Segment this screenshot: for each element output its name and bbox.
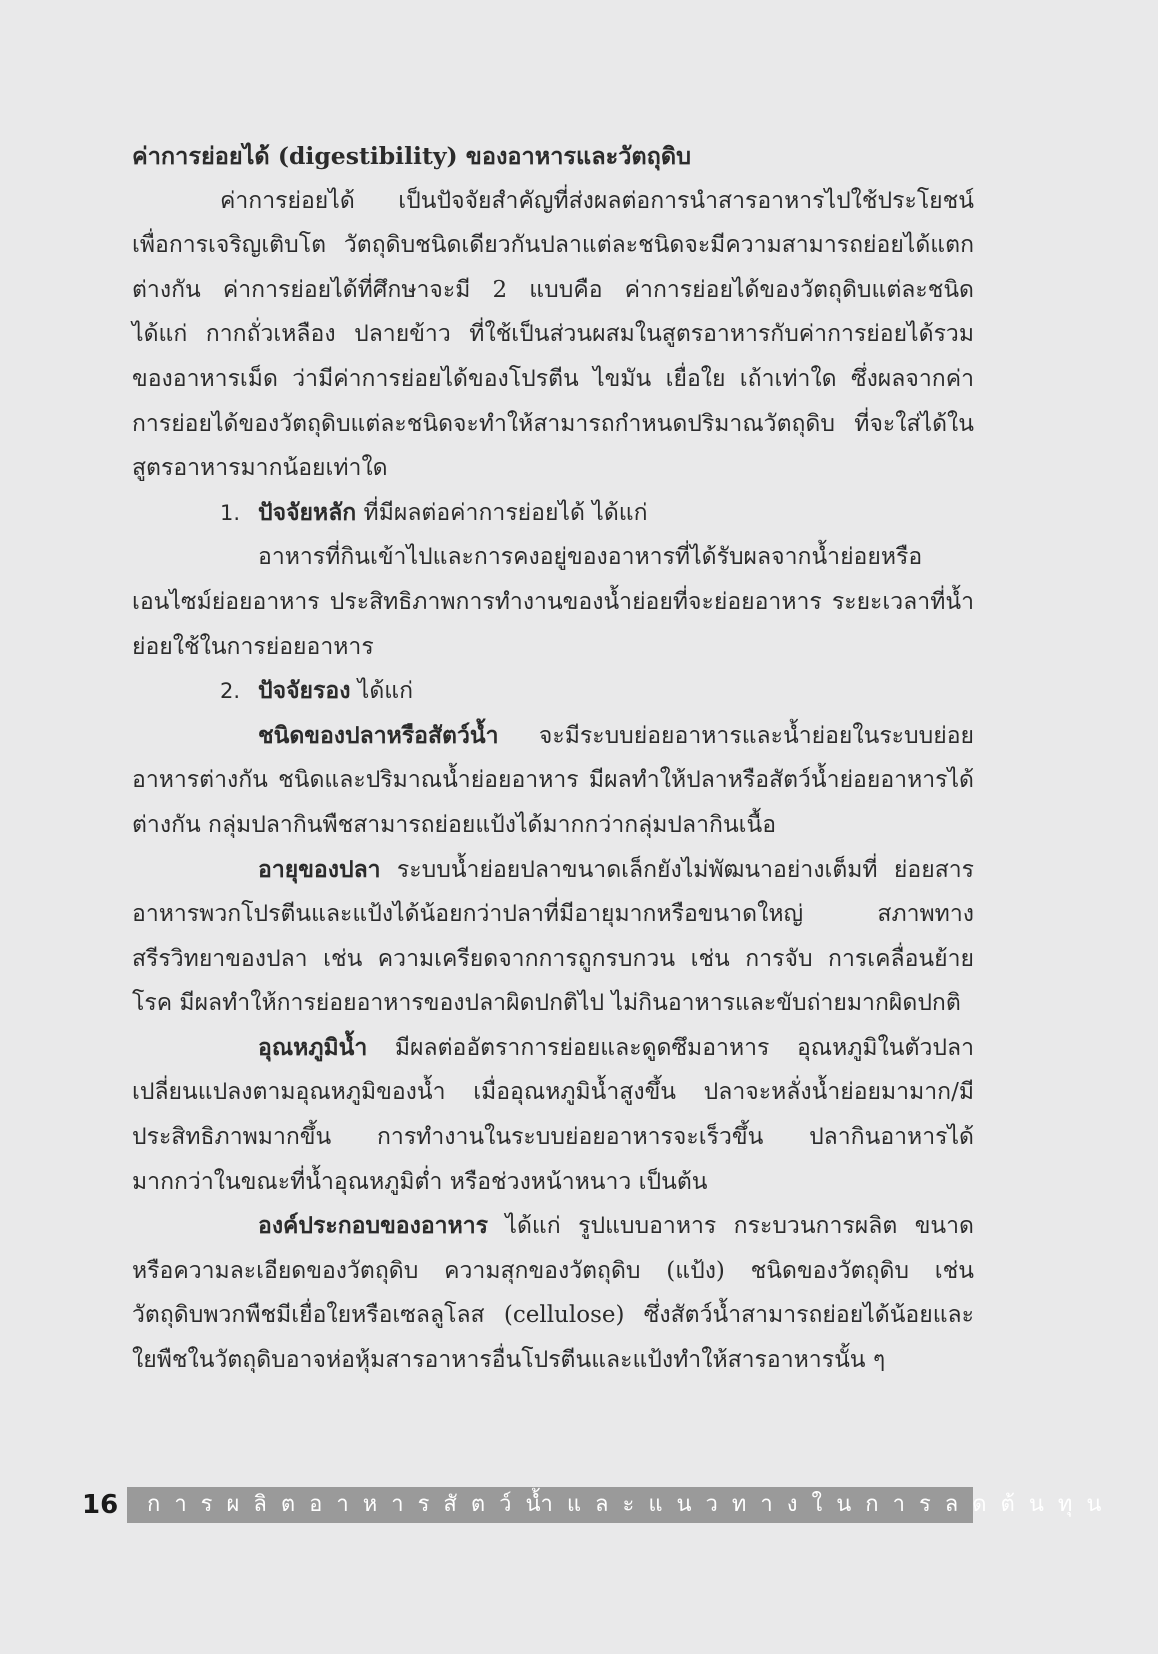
sub-factor-fish-species-title: ชนิดของปลาหรือสัตว์น้ำ <box>258 721 499 749</box>
sub-factor-feed-composition-body: ได้แก่ รูปแบบอาหาร กระบวนการผลิต ขนาดหรือความละเอียดของวัตถุดิบ ความสุกของวัตถุดิบ (แป้ง) ชนิดของวัตถุดิบ เช่น วัตถุดิบพวกพืชมีเยื่อใยหรือเซลลูโลส (cellulose) ซึ่งสัตว์น้ำสามารถย่อยได้น้อยและใยพืชในวัตถุดิบอาจห่อหุ้มสารอาหารอื่นโปรตีนและแป้งทำให้สารอาหารนั้น ๆ <box>132 1213 974 1374</box>
factor-1-item <box>132 491 974 536</box>
sub-factor-feed-composition <box>132 1204 974 1382</box>
sub-factor-water-temperature <box>132 1026 974 1204</box>
factor-1-body: อาหารที่กินเข้าไปและการคงอยู่ของอาหารที่ได้รับผลจากน้ำย่อยหรือเอนไซม์ย่อยอาหาร ประสิทธิภาพการทำงานของน้ำย่อยที่จะย่อยอาหาร ระยะเวลาที่น้ำย่อยใช้ในการย่อยอาหาร <box>132 544 974 660</box>
factor-2-item <box>132 669 974 714</box>
factor-2-number: 2. <box>220 679 241 704</box>
running-title-bar: การผลิตอาหารสัตว์น้ำและแนวทางในการลดต้นทุน <box>127 1487 973 1523</box>
page-body <box>132 134 974 1383</box>
sub-factor-fish-age-body: ระบบน้ำย่อยปลาขนาดเล็กยังไม่พัฒนาอย่างเต็มที่ ย่อยสารอาหารพวกโปรตีนและแป้งได้น้อยกว่าปลาที่มีอายุมากหรือขนาดใหญ่ สภาพทางสรีรวิทยาของปลา เช่น ความเครียดจากการถูกรบกวน เช่น การจับ การเคลื่อนย้าย โรค มีผลทำให้การย่อยอาหารของปลาผิดปกติไป ไม่กินอาหารและขับถ่ายมากผิดปกติ <box>132 856 974 1017</box>
sub-factor-fish-age <box>132 848 974 1026</box>
intro-paragraph: ค่าการย่อยได้ เป็นปัจจัยสำคัญที่ส่งผลต่อการนำสารอาหารไปใช้ประโยชน์เพื่อการเจริญเติบโต วัตถุดิบชนิดเดียวกันปลาแต่ละชนิดจะมีความสามารถย่อยได้แตกต่างกัน ค่าการย่อยได้ที่ศึกษาจะมี 2 แบบคือ ค่าการย่อยได้ของวัตถุดิบแต่ละชนิด ได้แก่ กากถั่วเหลือง ปลายข้าว ที่ใช้เป็นส่วนผสมในสูตรอาหารกับค่าการย่อยได้รวมของอาหารเม็ด ว่ามีค่าการย่อยได้ของโปรตีน ไขมัน เยื่อใย เถ้าเท่าใด ซึ่งผลจากค่าการย่อยได้ของวัตถุดิบแต่ละชนิดจะทำให้สามารถกำหนดปริมาณวัตถุดิบ ที่จะใส่ได้ในสูตรอาหารมากน้อยเท่าใด <box>132 187 974 482</box>
factor-1-title: ปัจจัยหลัก <box>258 498 357 526</box>
factor-1-rest: ที่มีผลต่อค่าการย่อยได้ ได้แก่ <box>356 499 648 526</box>
sub-factor-fish-species <box>132 714 974 848</box>
factor-1-number: 1. <box>220 500 241 525</box>
page-footer <box>0 1487 1116 1523</box>
page-number: 16 <box>82 1490 119 1520</box>
factor-2-title: ปัจจัยรอง <box>258 677 351 705</box>
sub-factor-feed-composition-title: องค์ประกอบของอาหาร <box>258 1212 488 1240</box>
sub-factor-water-temperature-title: อุณหภูมิน้ำ <box>258 1033 368 1061</box>
section-heading: ค่าการย่อยได้ (digestibility) ของอาหารและวัตถุดิบ <box>132 142 692 170</box>
sub-factor-water-temperature-body: มีผลต่ออัตราการย่อยและดูดซึมอาหาร อุณหภูมิในตัวปลาเปลี่ยนแปลงตามอุณหภูมิของน้ำ เมื่ออุณหภูมิน้ำสูงขึ้น ปลาจะหลั่งน้ำย่อยมามาก/มีประสิทธิภาพมากขึ้น การทำงานในระบบย่อยอาหารจะเร็วขึ้น ปลากินอาหารได้มากกว่าในขณะที่น้ำอุณหภูมิต่ำ หรือช่วงหน้าหนาว เป็นต้น <box>132 1034 974 1195</box>
sub-factor-fish-age-title: อายุของปลา <box>258 855 381 883</box>
factor-2-rest: ได้แก่ <box>350 678 414 705</box>
sub-factor-fish-species-body: จะมีระบบย่อยอาหารและน้ำย่อยในระบบย่อยอาหารต่างกัน ชนิดและปริมาณน้ำย่อยอาหาร มีผลทำให้ปลาหรือสัตว์น้ำย่อยอาหารได้ต่างกัน กลุ่มปลากินพืชสามารถย่อยแป้งได้มากกว่ากลุ่มปลากินเนื้อ <box>132 722 974 838</box>
